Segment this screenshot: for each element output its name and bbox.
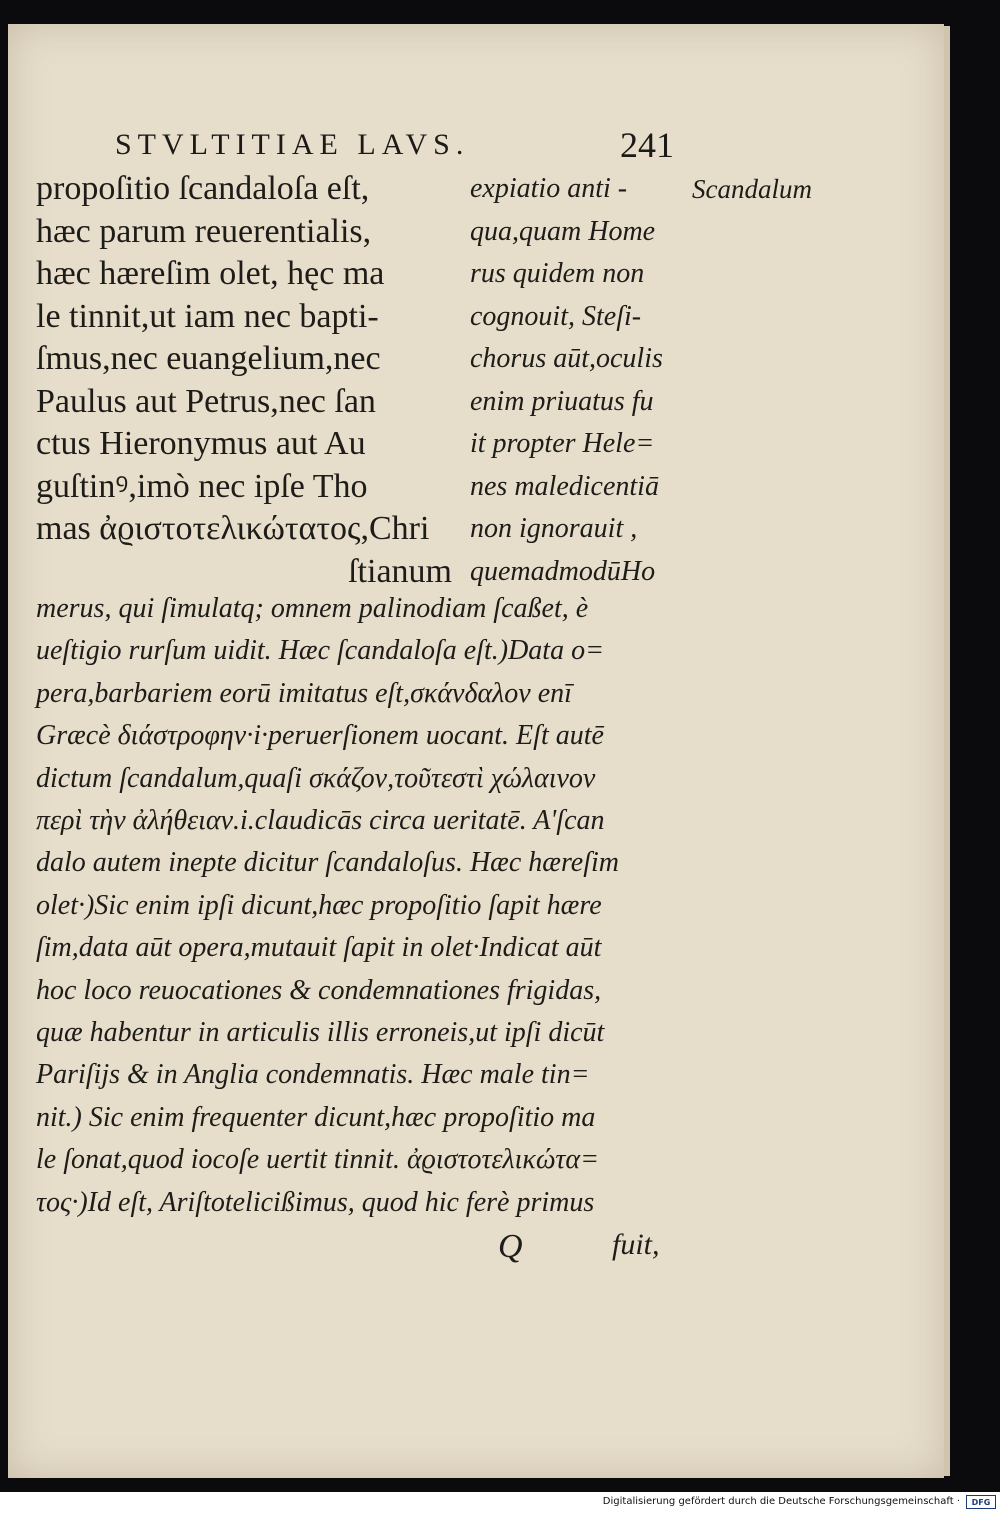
main-line: hæc hæreſim olet, hęc ma — [36, 255, 385, 292]
commentary-line: nes maledicentiā — [470, 470, 659, 502]
text-line: pera,barbariem eorū imitatus eſt,σκάνδαλον enī — [36, 677, 572, 709]
main-line: guſtinꝰ,imò nec ipſe Tho — [36, 467, 368, 505]
text-line: ſim,data aūt opera,mutauit ſapit in olet·Indicat aūt — [36, 932, 602, 964]
main-line: ctus Hieronymus aut Au — [36, 425, 366, 462]
text-line: hoc loco reuocationes & condemnationes frigidas, — [36, 974, 602, 1006]
text-line: quæ habentur in articulis illis erroneis,ut ipſi dicūt — [36, 1017, 605, 1049]
main-line: hæc parum reuerentialis, — [36, 212, 372, 250]
text-line: merus, qui ſimulatq; omnem palinodiam ſcaßet, è — [36, 593, 589, 624]
text-line: dalo autem inepte dicitur ſcandaloſus. Hæc hæreſim — [36, 847, 620, 879]
main-text-column — [36, 168, 456, 593]
text-line: περὶ τὴν ἀλήθειαν.i.claudicās circa ueritatē. A'ſcan — [36, 805, 605, 837]
text-line: Græcè διάστροφην·i·peruerſionem uocant. Eſt autē — [36, 720, 604, 752]
text-line: dictum ſcandalum,quaſi σκάζον,τοῦτεστὶ χώλαινον — [36, 762, 596, 794]
commentary-line: quemadmodūHo — [470, 555, 656, 587]
running-head: STVLTITIAE LAVS. — [115, 128, 470, 161]
main-line: ſmus,nec euangelium,nec — [36, 340, 381, 377]
commentary-line: chorus aūt,oculis — [470, 343, 663, 374]
main-line: mas ἀϱιστοτελικώτατος,Chri — [36, 510, 430, 547]
commentary-line: rus quidem non — [470, 258, 645, 289]
dfg-logo: DFG — [966, 1495, 996, 1509]
text-line: ueſtigio rurſum uidit. Hæc ſcandaloſa eſt.)Data o= — [36, 635, 604, 667]
signature-mark: Q — [498, 1228, 523, 1265]
commentary-line: cognouit, Steſi- — [470, 300, 642, 332]
text-line: olet·)Sic enim ipſi dicunt,hæc propoſitio ſapit hære — [36, 889, 602, 921]
page-edge — [944, 26, 950, 1476]
digitization-credit: Digitalisierung gefördert durch die Deutsche Forschungsgemeinschaft · — [602, 1496, 960, 1507]
commentary-line: expiatio anti - — [470, 173, 628, 204]
commentary-line: enim priuatus fu — [470, 385, 654, 417]
commentary-line: it propter Hele= — [470, 428, 655, 459]
main-line: ſtianum — [348, 552, 452, 590]
margin-note: Scandalum — [692, 174, 812, 204]
main-line: Paulus aut Petrus,nec ſan — [36, 382, 376, 420]
main-line: propoſitio ſcandaloſa eſt, — [36, 170, 370, 207]
commentary-line: non ignorauit , — [470, 513, 638, 544]
commentary-column — [470, 168, 685, 593]
page-number: 241 — [620, 125, 674, 165]
text-line: Pariſijs & in Anglia condemnatis. Hæc male tin= — [36, 1059, 590, 1091]
text-line: τος·)Id eſt, Ariſtotelicißimus, quod hic ferè primus — [36, 1186, 595, 1218]
text-line: nit.) Sic enim frequenter dicunt,hæc propoſitio ma — [36, 1101, 596, 1133]
commentary-line: qua,quam Home — [470, 215, 656, 247]
main-line: le tinnit,ut iam nec bapti- — [36, 297, 379, 335]
catchword: fuit, — [612, 1228, 660, 1261]
commentary-full-width — [36, 588, 676, 1224]
text-line: le ſonat,quod iocoſe uertit tinnit. ἀϱιστοτελικώτα= — [36, 1144, 600, 1176]
